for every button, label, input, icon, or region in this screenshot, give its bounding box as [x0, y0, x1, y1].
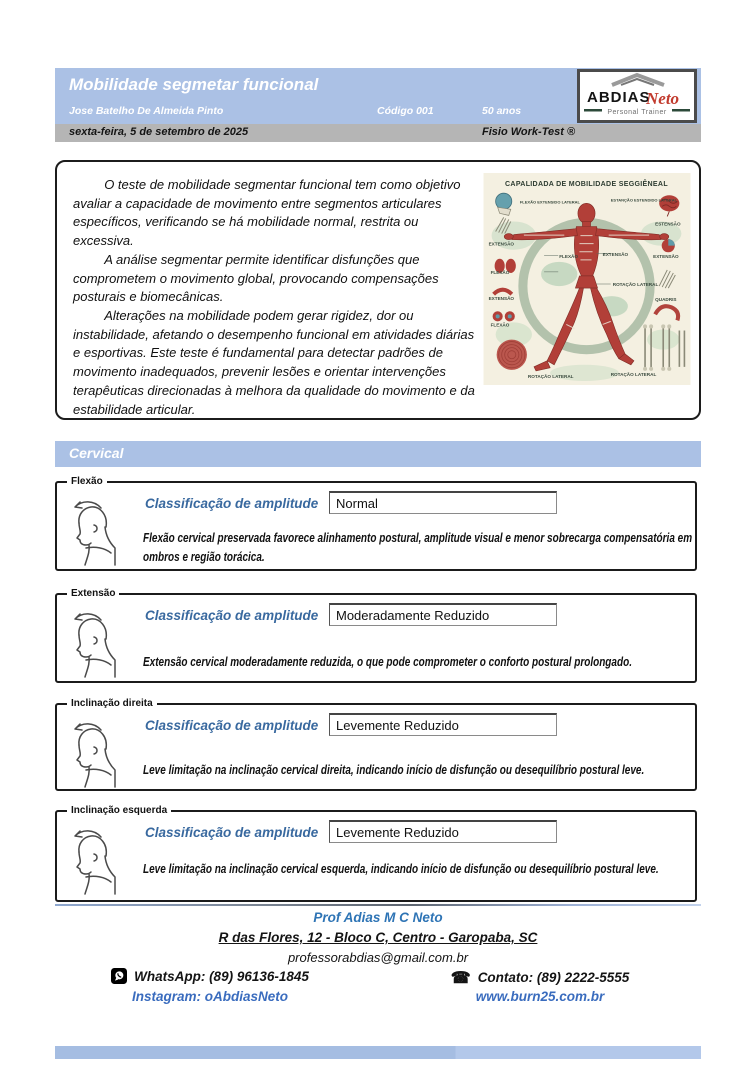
assessment-box-flexao [55, 476, 697, 571]
intro-box [55, 160, 701, 420]
svg-text:EXTENSÃO: EXTENSÃO [653, 253, 679, 259]
intro-text [73, 176, 481, 419]
classification-label: Classificação de amplitude [145, 496, 319, 511]
assessment-description: Leve limitação na inclinação cervical esquerda, indicando início de disfunção ou desequilíbrio postural leve. [143, 862, 659, 876]
brand-logo [577, 69, 697, 123]
amplitude-value-input[interactable] [329, 713, 557, 736]
intro-paragraph: O teste de mobilidade segmentar funcional tem como objetivo avaliar a capacidade de movimento entre segmentos articulares específicos, verificando se há mobilidade normal, restrita ou excessiva. [73, 177, 461, 249]
amplitude-value-input[interactable] [329, 491, 557, 514]
brand-logo-graphic [580, 72, 694, 120]
logo-tagline: Personal Trainer [607, 109, 667, 116]
footer-instagram: Instagram: oAbdiasNeto [131, 989, 289, 1004]
svg-text:EXTENSÃO: EXTENSÃO [488, 241, 515, 247]
assessment-box-extensao [55, 588, 697, 683]
assessment-box-inclinacao-esquerda [55, 805, 697, 902]
section-title: Cervical [69, 445, 124, 461]
logo-brand-black: ABDIAS [587, 89, 651, 106]
head-tilt-right-icon [63, 717, 119, 789]
assessment-box-inclinacao-direita [55, 698, 697, 791]
classification-label: Classificação de amplitude [145, 825, 319, 840]
assessment-description: Flexão cervical preservada favorece alinhamento postural, amplitude visual e menor sobrecarga compensatória em ombros e região torácica. [143, 531, 693, 564]
svg-text:ESTENSÃO: ESTENSÃO [655, 221, 681, 227]
classification-label: Classificação de amplitude [145, 718, 319, 733]
head-extension-icon [63, 607, 119, 679]
report-date: sexta-feira, 5 de setembro de 2025 [69, 126, 249, 138]
phone-icon: ☎ [450, 970, 471, 987]
footer-contact: ☎ Contato: (89) 2222-5555 [450, 970, 630, 987]
product-name: Fisio Work-Test ® [482, 126, 576, 138]
footer-address: R das Flores, 12 - Bloco C, Centro - Garopaba, SC [218, 930, 538, 945]
svg-text:ROTAÇÃO LATERAL: ROTAÇÃO LATERAL [610, 371, 657, 377]
svg-text:QUADRIS: QUADRIS [655, 297, 677, 303]
svg-text:ESTANÇÃO ESTENDIDO LATERAL: ESTANÇÃO ESTENDIDO LATERAL [610, 197, 678, 203]
assessment-name: Inclinação esquerda [71, 805, 168, 816]
header-date-band [55, 124, 701, 142]
svg-text:FLEXÃO EXTENSIDO LATERAL: FLEXÃO EXTENSIDO LATERAL [519, 199, 581, 205]
head-tilt-left-icon [63, 824, 119, 896]
anatomy-illustration [483, 173, 691, 385]
assessment-description: Leve limitação na inclinação cervical direita, indicando início de disfunção ou desequilíbrio postural leve. [143, 763, 645, 777]
svg-text:FLEXÃO: FLEXÃO [559, 253, 579, 259]
footer-website: www.burn25.com.br [475, 989, 605, 1004]
svg-text:EXTENSÃO: EXTENSÃO [602, 251, 629, 257]
anatomy-caption: CAPALIDADA DE MOBILIDADE SEGGIÊNEAL [505, 181, 668, 189]
patient-code: Código 001 [377, 105, 434, 117]
footer-email: professorabdias@gmail.com.br [287, 950, 469, 965]
page-title: Mobilidade segmetar funcional [69, 75, 319, 94]
assessment-name: Inclinação direita [71, 698, 153, 709]
svg-text:FLEXÃO: FLEXÃO [490, 269, 510, 275]
svg-text:EXTENSÃO: EXTENSÃO [488, 296, 515, 302]
assessment-description: Extensão cervical moderadamente reduzida, o que pode comprometer o conforto postural prolongado. [143, 655, 632, 669]
section-bar-cervical [55, 441, 701, 467]
logo-brand-red: Neto [646, 89, 680, 108]
amplitude-value-input[interactable] [329, 603, 557, 626]
patient-age: 50 anos [482, 105, 522, 117]
whatsapp-icon [111, 968, 127, 984]
classification-label: Classificação de amplitude [145, 608, 319, 623]
footer-contacts-row [55, 968, 701, 988]
svg-text:ROTAÇÃO LATERAL: ROTAÇÃO LATERAL [612, 282, 659, 288]
page-bottom-bar [55, 1046, 701, 1059]
intro-paragraph: Alterações na mobilidade podem gerar rigidez, dor ou instabilidade, afetando o desempenho funcional em atividades diárias e esportivas. Este teste é fundamental para detectar padrões de movimento inadequados, prevenir lesões e orientar intervenções terapêuticas direcionadas à melhora da qualidade do movimento e da estabilidade articular. [73, 308, 475, 417]
svg-text:FLEXÃO: FLEXÃO [490, 322, 510, 328]
footer-links-row [55, 989, 701, 1007]
head-flexion-icon [63, 495, 119, 567]
svg-text:ROTAÇÃO LATERAL: ROTAÇÃO LATERAL [527, 373, 574, 379]
patient-name: Jose Batelho De Almeida Pinto [69, 105, 224, 117]
assessment-name: Flexão [71, 476, 103, 487]
footer-whatsapp: WhatsApp: (89) 96136-1845 [65, 968, 355, 984]
intro-paragraph: A análise segmentar permite identificar disfunções que comprometem o movimento global, provocando compensações posturais e biomecânicas. [73, 251, 439, 305]
assessment-name: Extensão [71, 588, 116, 599]
report-header [55, 68, 701, 142]
footer-professional: Prof Adias M C Neto [313, 910, 443, 925]
amplitude-value-input[interactable] [329, 820, 557, 843]
footer-divider [55, 904, 701, 906]
